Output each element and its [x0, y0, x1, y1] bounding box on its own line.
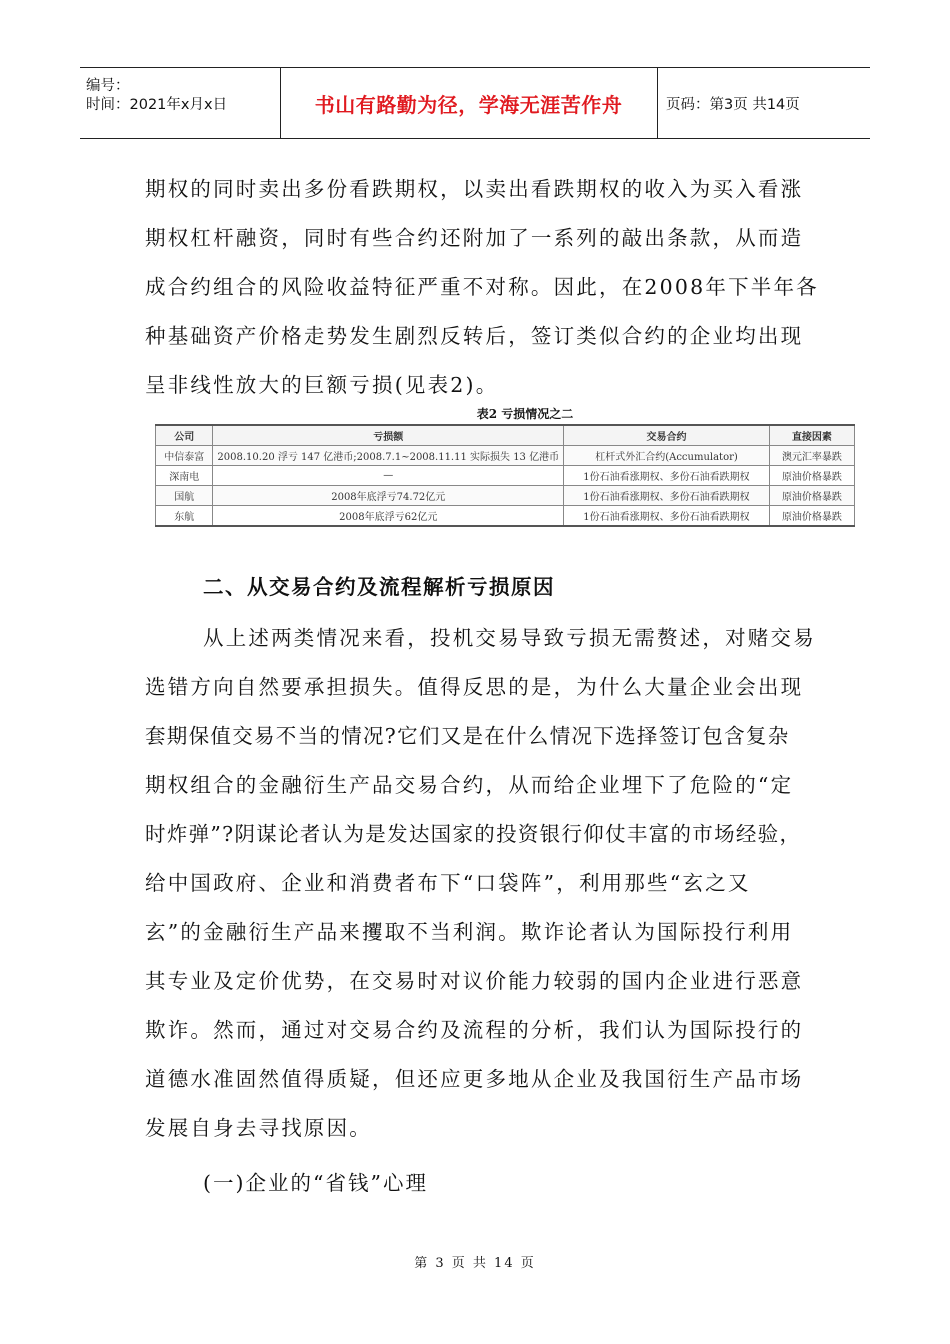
table-row: [156, 466, 855, 486]
table-caption: 表2 亏损情况之二: [476, 407, 574, 421]
table-cell: 国航: [156, 486, 213, 506]
loss-table-figure: [155, 404, 855, 527]
table-cell: 1份石油看涨期权、多份石油看跌期权: [564, 506, 770, 527]
text-line: 从上述两类情况来看，投机交易导致亏损无需赘述，对赌交易: [203, 626, 816, 650]
table-cell: 2008年底浮亏74.72亿元: [213, 486, 564, 506]
text-line: 期权组合的金融衍生产品交易合约，从而给企业埋下了危险的“定: [145, 773, 794, 797]
text-line: 成合约组合的风险收益特征严重不对称。因此，在2008年下半年各: [145, 275, 819, 299]
header-page-info: 页码：第3页 共14页: [666, 96, 800, 113]
text-line: 种基础资产价格走势发生剧烈反转后，签订类似合约的企业均出现: [145, 324, 804, 348]
loss-table: [155, 424, 855, 527]
header-motto: 书山有路勤为径，学海无涯苦作舟: [314, 92, 623, 117]
table-header-cell: 公司: [156, 425, 213, 446]
table-header-cell: 直接因素: [769, 425, 854, 446]
text-line: 欺诈。然而，通过对交易合约及流程的分析，我们认为国际投行的: [145, 1018, 804, 1042]
text-line: 道德水准固然值得质疑，但还应更多地从企业及我国衍生产品市场: [145, 1067, 804, 1091]
table-row: [156, 486, 855, 506]
table-row: [156, 506, 855, 527]
text-line: 时炸弹”?阴谋论者认为是发达国家的投资银行仰仗丰富的市场经验，: [145, 822, 802, 846]
table-cell: 原油价格暴跌: [769, 466, 854, 486]
table-cell: 杠杆式外汇合约(Accumulator): [564, 446, 770, 466]
section-heading: 二、从交易合约及流程解析亏损原因: [203, 575, 555, 599]
text-line: 其专业及定价优势，在交易时对议价能力较弱的国内企业进行恶意: [145, 969, 804, 993]
document-number-label: 编号：: [86, 78, 130, 94]
table-cell: 原油价格暴跌: [769, 486, 854, 506]
text-line: 给中国政府、企业和消费者布下“口袋阵”，利用那些“玄之又: [145, 871, 751, 895]
table-cell: 中信泰富: [156, 446, 213, 466]
table-cell: 原油价格暴跌: [769, 506, 854, 527]
text-line: 选错方向自然要承担损失。值得反思的是，为什么大量企业会出现: [145, 675, 804, 699]
table-cell: 2008年底浮亏62亿元: [213, 506, 564, 527]
sub-heading: (一)企业的“省钱”心理: [203, 1171, 428, 1195]
text-line: 套期保值交易不当的情况?它们又是在什么情况下选择签订包含复杂: [145, 724, 790, 748]
table-cell: —: [213, 466, 564, 486]
table-header-cell: 亏损额: [213, 425, 564, 446]
table-row: [156, 446, 855, 466]
table-cell: 东航: [156, 506, 213, 527]
table-header-row: [156, 425, 855, 446]
table-header-cell: 交易合约: [564, 425, 770, 446]
text-line: 玄”的金融衍生产品来攫取不当利润。欺诈论者认为国际投行利用: [145, 920, 794, 944]
table-cell: 1份石油看涨期权、多份石油看跌期权: [564, 466, 770, 486]
table-cell: 2008.10.20 浮亏 147 亿港币;2008.7.1~2008.11.11 实际损失 13 亿港币: [213, 446, 564, 466]
table-cell: 澳元汇率暴跌: [769, 446, 854, 466]
header-page-cell: [658, 68, 870, 138]
table-cell: 1份石油看涨期权、多份石油看跌期权: [564, 486, 770, 506]
text-line: 发展自身去寻找原因。: [145, 1116, 372, 1140]
table-cell: 深南电: [156, 466, 213, 486]
header-motto-cell: [280, 68, 658, 138]
header-meta-cell: [80, 68, 281, 138]
text-line: 期权的同时卖出多份看跌期权，以卖出看跌期权的收入为买入看涨: [145, 177, 804, 201]
page-header: [80, 67, 870, 139]
text-line: 期权杠杆融资，同时有些合约还附加了一系列的敲出条款，从而造: [145, 226, 804, 250]
document-date-label: 时间：2021年x月x日: [86, 97, 228, 113]
text-line: 呈非线性放大的巨额亏损(见表2)。: [145, 373, 499, 397]
page-footer: 第 3 页 共 14 页: [414, 1256, 536, 1271]
